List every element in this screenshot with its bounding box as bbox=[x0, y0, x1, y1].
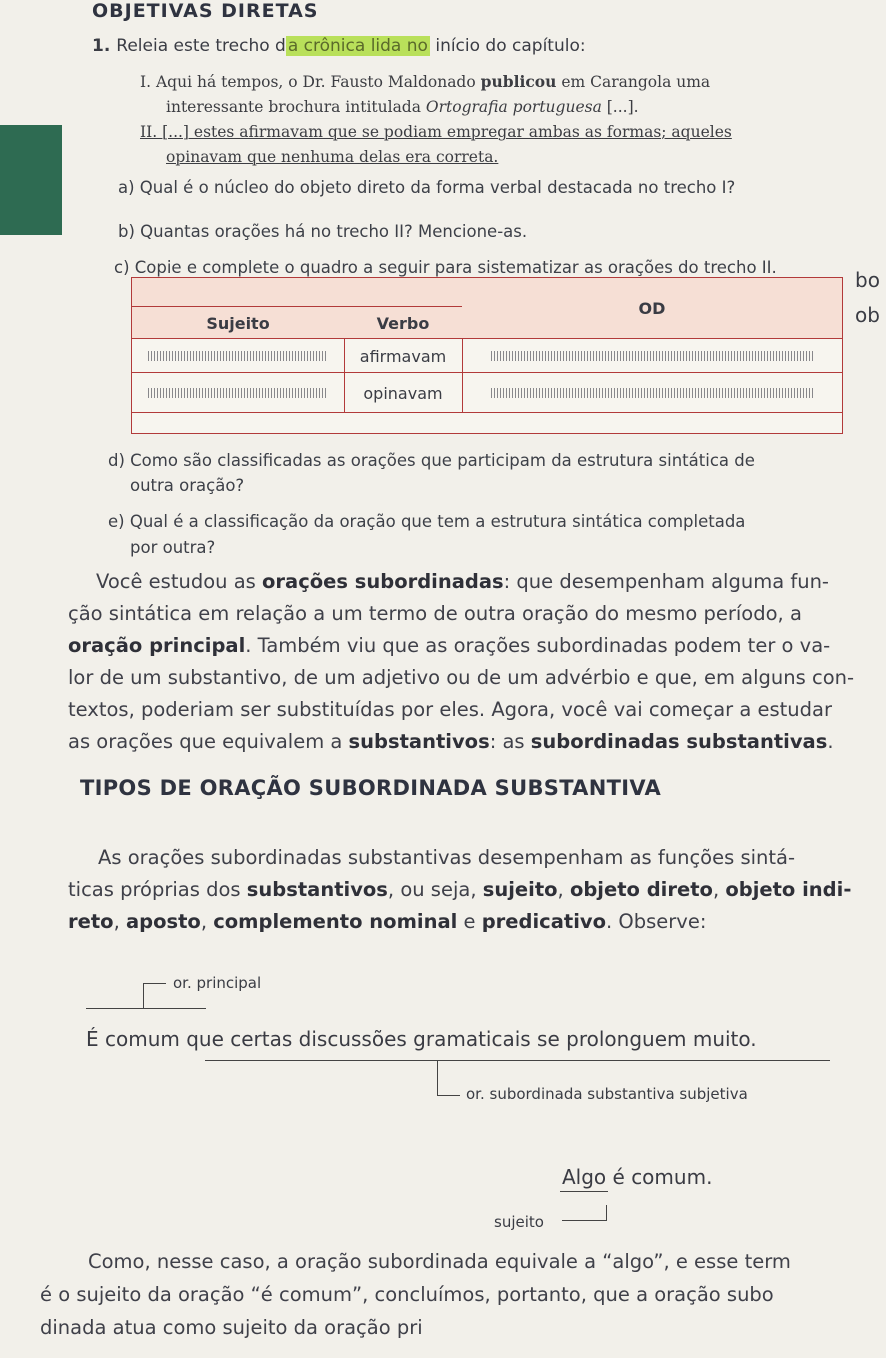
label-or-principal: or. principal bbox=[173, 974, 262, 992]
highlighted-text: a crônica lida no bbox=[287, 36, 428, 56]
paragraph-1-line-1 bbox=[96, 570, 829, 593]
fill-in-dots bbox=[148, 388, 328, 398]
table-header-fill bbox=[132, 278, 462, 306]
subordinada-bracket-underline bbox=[205, 1060, 830, 1061]
table-cell-od-1 bbox=[462, 338, 842, 373]
text: . Observe: bbox=[606, 910, 707, 933]
section-2-line-2 bbox=[68, 878, 851, 901]
text: , ou seja, bbox=[387, 878, 483, 901]
excerpt-bold-verb: publicou bbox=[480, 72, 557, 91]
section-heading: TIPOS DE ORAÇÃO SUBORDINADA SUBSTANTIVA bbox=[80, 776, 662, 800]
table-header-verbo: Verbo bbox=[344, 306, 463, 339]
item-c: c) Copie e complete o quadro a seguir para sistematizar as orações do trecho II. bbox=[114, 258, 777, 277]
side-credit bbox=[62, 128, 78, 228]
bold-term: objeto indi- bbox=[725, 878, 852, 901]
text: . Também viu que as orações subordinadas podem ter o va- bbox=[245, 634, 831, 657]
bold-term: aposto bbox=[125, 910, 201, 933]
section-2-line-3 bbox=[68, 910, 706, 933]
margin-text-1: bo bbox=[855, 268, 880, 292]
sujeito-underline bbox=[560, 1191, 608, 1192]
table-bottom-row bbox=[132, 412, 842, 434]
excerpt-line-2 bbox=[166, 98, 639, 116]
label-sujeito: sujeito bbox=[494, 1213, 544, 1231]
table-cell-od-2 bbox=[462, 372, 842, 413]
question-number: 1. bbox=[92, 36, 111, 56]
excerpt-text: I. Aqui há tempos, o Dr. Fausto Maldonado bbox=[140, 73, 481, 91]
bold-term: substantivos bbox=[246, 878, 388, 901]
intro-text-end: início do capítulo: bbox=[429, 36, 586, 56]
paragraph-1-line-4: lor de um substantivo, de um adjetivo ou de um advérbio e que, em alguns con- bbox=[68, 666, 855, 689]
table-cell-sujeito-2 bbox=[132, 372, 345, 413]
text: ticas próprias dos bbox=[68, 878, 247, 901]
item-d: d) Como são classificadas as orações que participam da estrutura sintática de bbox=[108, 451, 755, 470]
paragraph-1-line-3 bbox=[68, 634, 830, 657]
bold-term: objeto direto bbox=[569, 878, 713, 901]
text: : que desempenham alguma fun- bbox=[503, 570, 829, 593]
decorative-strip bbox=[0, 125, 62, 235]
principal-bracket-connector bbox=[143, 983, 166, 1009]
bold-term: substantivos bbox=[348, 730, 490, 753]
principal-bracket-underline bbox=[86, 1008, 206, 1009]
text: Você estudou as bbox=[96, 570, 263, 593]
sujeito-bracket-connector bbox=[562, 1205, 607, 1221]
excerpt-text: em Carangola uma bbox=[556, 73, 711, 91]
conclusion-line-1: Como, nesse caso, a oração subordinada equivale a “algo”, e esse term bbox=[88, 1250, 791, 1273]
bold-term: reto bbox=[68, 910, 114, 933]
section-title: OBJETIVAS DIRETAS bbox=[92, 0, 319, 22]
text: : as bbox=[489, 730, 531, 753]
fill-in-dots bbox=[491, 388, 814, 398]
paragraph-1-line-5: textos, poderiam ser substituídas por eles. Agora, você vai começar a estudar bbox=[68, 698, 833, 721]
bold-term: complemento nominal bbox=[213, 910, 458, 933]
table-cell-verbo-1: afirmavam bbox=[344, 338, 463, 373]
bold-term: subordinadas substantivas bbox=[530, 730, 828, 753]
table-header-od: OD bbox=[462, 278, 842, 338]
item-b: b) Quantas orações há no trecho II? Mencione-as. bbox=[118, 222, 528, 241]
text: e bbox=[457, 910, 482, 933]
excerpt-line-3: II. [...] estes afirmavam que se podiam empregar ambas as formas; aqueles bbox=[140, 123, 732, 141]
bold-term: orações subordinadas bbox=[262, 570, 504, 593]
item-e: e) Qual é a classificação da oração que tem a estrutura sintática completada bbox=[108, 512, 746, 531]
conclusion-line-2: é o sujeito da oração “é comum”, concluímos, portanto, que a oração subo bbox=[40, 1283, 774, 1306]
clause-table bbox=[131, 277, 843, 434]
question-1-intro bbox=[92, 36, 586, 56]
example-sentence: É comum que certas discussões gramaticais se prolonguem muito. bbox=[86, 1027, 757, 1051]
excerpt-italic-title: Ortografia portuguesa bbox=[425, 98, 602, 116]
text: , bbox=[113, 910, 126, 933]
section-2-line-1: As orações subordinadas substantivas desempenham as funções sintá- bbox=[98, 846, 796, 869]
label-or-subordinada: or. subordinada substantiva subjetiva bbox=[466, 1085, 748, 1103]
excerpt-text: interessante brochura intitulada bbox=[166, 98, 426, 116]
item-a: a) Qual é o núcleo do objeto direto da forma verbal destacada no trecho I? bbox=[118, 178, 736, 197]
item-e-cont: por outra? bbox=[130, 538, 216, 557]
text: . bbox=[827, 730, 834, 753]
text: , bbox=[557, 878, 570, 901]
text: , bbox=[200, 910, 214, 933]
margin-text-2: ob bbox=[855, 303, 880, 327]
text: as orações que equivalem a bbox=[68, 730, 349, 753]
intro-text-start: Releia este trecho d bbox=[116, 36, 286, 56]
fill-in-dots bbox=[148, 351, 328, 361]
excerpt-line-4: opinavam que nenhuma delas era correta. bbox=[166, 148, 499, 166]
item-d-cont: outra oração? bbox=[130, 476, 245, 495]
subordinada-bracket-connector bbox=[437, 1061, 460, 1096]
example-algo: Algo é comum. bbox=[562, 1165, 713, 1189]
excerpt-line-1 bbox=[140, 72, 710, 91]
table-cell-verbo-2: opinavam bbox=[344, 372, 463, 413]
fill-in-dots bbox=[491, 351, 814, 361]
table-header-sujeito: Sujeito bbox=[132, 306, 345, 339]
bold-term: oração principal bbox=[68, 634, 246, 657]
excerpt-text: [...]. bbox=[601, 98, 639, 116]
bold-term: sujeito bbox=[482, 878, 558, 901]
bold-term: predicativo bbox=[481, 910, 606, 933]
paragraph-1-line-2: ção sintática em relação a um termo de outra oração do mesmo período, a bbox=[68, 602, 802, 625]
table-cell-sujeito-1 bbox=[132, 338, 345, 373]
conclusion-line-3: dinada atua como sujeito da oração pri bbox=[40, 1316, 423, 1339]
paragraph-1-line-6 bbox=[68, 730, 834, 753]
text: , bbox=[712, 878, 726, 901]
